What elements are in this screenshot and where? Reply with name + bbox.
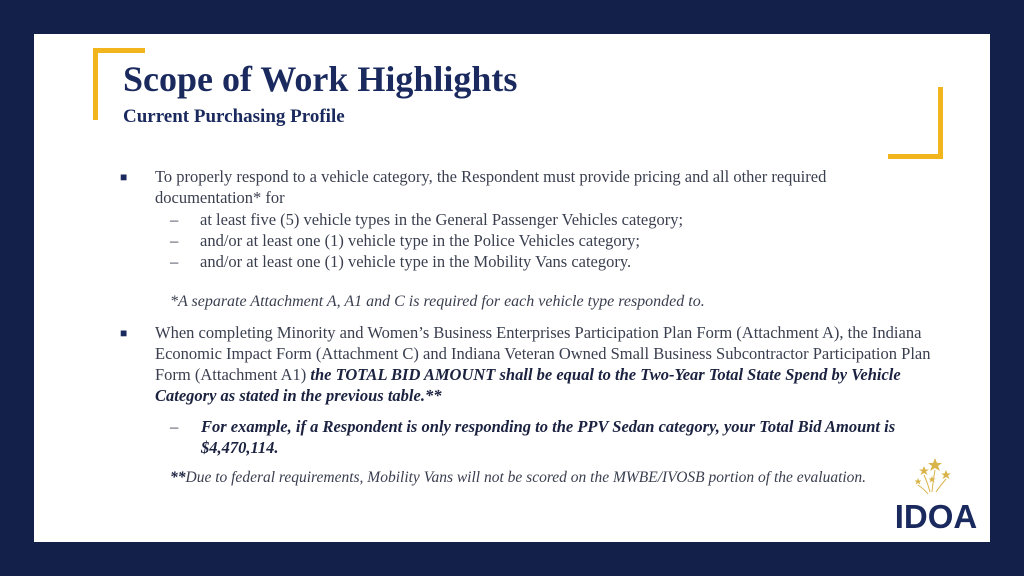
dash-marker: – [170, 252, 179, 271]
dash-marker: – [170, 210, 179, 229]
bullet-2-plain: When completing Minority and Women’s Business Enterprises Participation Plan Form (Attachment A), the Indiana Economic Impact Form (Attachment C) and Indiana Veteran Owned Small Business Subcontractor Participation Plan Form (Attachment A1) [155, 323, 931, 384]
sub-item-text: and/or at least one (1) vehicle type in the Mobility Vans category. [200, 252, 632, 271]
idoa-logo [888, 456, 984, 534]
example-text: For example, if a Respondent is only responding to the PPV Sedan category, your Total Bid Amount is $4,470,114. [201, 417, 896, 457]
federal-note-text: Due to federal requirements, Mobility Vans will not be scored on the MWBE/IVOSB portion of the evaluation. [185, 469, 867, 486]
sub-item [170, 230, 890, 251]
sub-item [170, 251, 890, 272]
attachment-note: *A separate Attachment A, A1 and C is required for each vehicle type responded to. [170, 293, 705, 310]
example-item [170, 416, 930, 458]
slide-title: Scope of Work Highlights [123, 59, 518, 99]
federal-note [170, 467, 866, 488]
corner-bracket-bottom-right [888, 87, 943, 159]
bullet-marker: ■ [120, 170, 128, 184]
dash-marker: – [170, 417, 179, 436]
note-asterisks: ** [170, 469, 186, 486]
bullet-2-emphasis: the TOTAL BID AMOUNT shall be equal to the Two-Year Total State Spend by Vehicle Category as stated in the previous table.** [155, 365, 901, 405]
stars-icon [915, 458, 952, 485]
sub-item [170, 209, 890, 230]
sub-item-text: at least five (5) vehicle types in the General Passenger Vehicles category; [200, 210, 684, 229]
slide-subtitle: Current Purchasing Profile [123, 106, 345, 127]
bullet-marker: ■ [120, 326, 128, 340]
bullet-1-text: To properly respond to a vehicle category, the Respondent must provide pricing and all other required documentation* for [155, 167, 827, 207]
logo-text: IDOA [894, 498, 978, 534]
sub-item-text: and/or at least one (1) vehicle type in the Police Vehicles category; [200, 231, 640, 250]
bullet-2-text [155, 322, 935, 406]
dash-marker: – [170, 231, 179, 250]
